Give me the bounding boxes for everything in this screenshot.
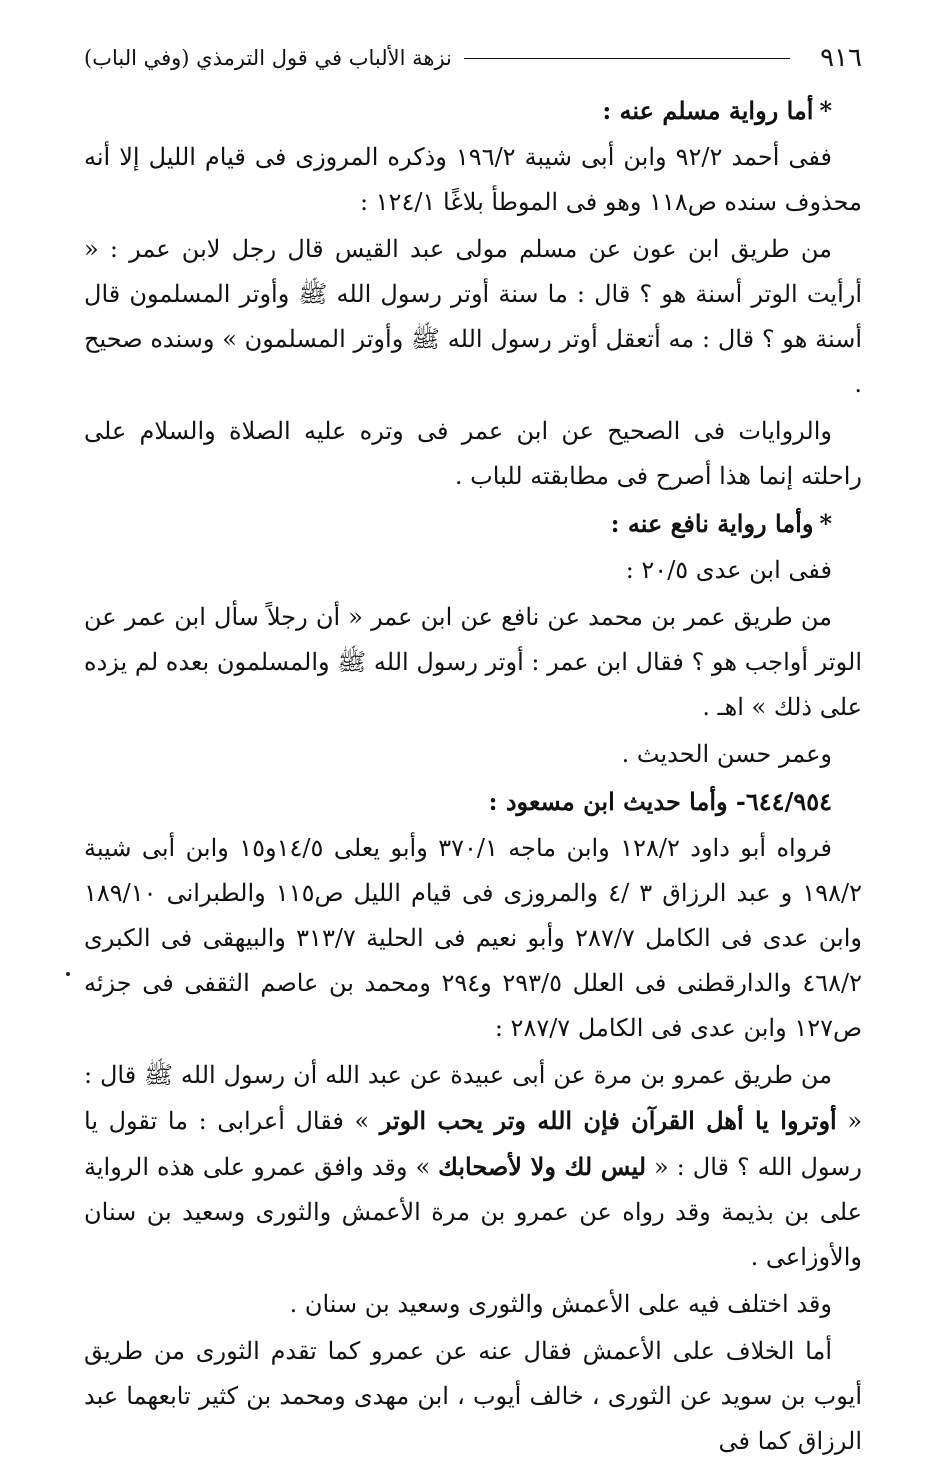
- heading-text: أما رواية مسلم عنه :: [602, 96, 814, 125]
- paragraph: من طريق عمر بن محمد عن نافع عن ابن عمر « أن رجلاً سأل ابن عمر عن الوتر أواجب هو ؟ فقال ابن عمر : أوتر رسول الله ﷺ والمسلمون بعده لم يزده على ذلك » اهـ .: [84, 603, 862, 721]
- section-heading: [84, 88, 862, 133]
- section-heading: [84, 779, 862, 824]
- paragraph-segment: » وقد وافق عمرو على هذه الرواية على بن بذيمة وقد رواه عن عمرو بن مرة الأعمش والثورى وسعيد بن سنان والأوزاعى .: [84, 1153, 862, 1271]
- paragraph: ففى ابن عدى ٢٠/٥ :: [625, 556, 832, 584]
- asterisk-icon: *: [819, 96, 832, 125]
- paragraph-segment: » فقال أعرابى : ما تقول يا رسول الله ؟ قال : «: [84, 1107, 862, 1181]
- paragraph: وقد اختلف فيه على الأعمش والثورى وسعيد بن سنان .: [289, 1290, 832, 1318]
- section-heading: [84, 501, 862, 546]
- paragraph: وعمر حسن الحديث .: [621, 740, 832, 768]
- document-body: [84, 88, 862, 1464]
- margin-mark: [66, 972, 70, 976]
- header-rule: [464, 58, 790, 59]
- asterisk-icon: *: [819, 509, 832, 538]
- document-page: [84, 38, 862, 1466]
- paragraph: والروايات فى الصحيح عن ابن عمر فى وتره عليه الصلاة والسلام على راحلته إنما هذا أصرح فى مطابقته للباب .: [84, 417, 862, 490]
- page-number: ٩١٦: [820, 43, 862, 73]
- running-title: نزهة الألباب في قول الترمذي (وفي الباب): [84, 46, 452, 70]
- paragraph: من طريق ابن عون عن مسلم مولى عبد القيس قال رجل لابن عمر : « أرأيت الوتر أسنة هو ؟ قال : ما سنة أوتر رسول الله ﷺ وأوتر المسلمون قال أسنة هو ؟ قال : مه أتعقل أوتر رسول الله ﷺ وأوتر المسلمون » وسنده صحيح .: [84, 235, 862, 398]
- paragraph: أما الخلاف على الأعمش فقال عنه عن عمرو كما تقدم الثورى من طريق أيوب بن سويد عن الثورى ، خالف أيوب ، ابن مهدى ومحمد بن كثير تابعهما عبد الرزاق كما فى: [84, 1337, 862, 1455]
- heading-text: وأما رواية نافع عنه :: [610, 509, 814, 538]
- paragraph-segment: من طريق عمرو بن مرة عن أبى عبيدة عن عبد الله أن رسول الله ﷺ قال : «: [84, 1061, 863, 1135]
- hadith-quote: ليس لك ولا لأصحابك: [438, 1152, 647, 1181]
- paragraph: فرواه أبو داود ١٢٨/٢ وابن ماجه ٣٧٠/١ وأبو يعلى ١٤/٥و١٥ وابن أبى شيبة ١٩٨/٢ و عبد الرزاق ٣ /٤ والمروزى فى قيام الليل ص١١٥ والطبرانى ١٨٩/١٠ وابن عدى فى الكامل ٢٨٧/٧ وأبو نعيم فى الحلية ٣١٣/٧ والبيهقى فى الكبرى ٤٦٨/٢ والدارقطنى فى العلل ٢٩٣/٥ و٢٩٤ ومحمد بن عاصم الثقفى فى جزئه ص١٢٧ وابن عدى فى الكامل ٢٨٧/٧ :: [84, 834, 862, 1042]
- page-header: [84, 38, 862, 78]
- heading-text: ٦٤٤/٩٥٤- وأما حديث ابن مسعود :: [488, 787, 832, 816]
- paragraph: [84, 1053, 862, 1280]
- hadith-quote: أوتروا يا أهل القرآن فإن الله وتر يحب الوتر: [379, 1106, 837, 1135]
- paragraph: ففى أحمد ٩٢/٢ وابن أبى شيبة ١٩٦/٢ وذكره المروزى فى قيام الليل إلا أنه محذوف سنده ص١١٨ وهو فى الموطأ بلاغًا ١٢٤/١ :: [84, 143, 862, 216]
